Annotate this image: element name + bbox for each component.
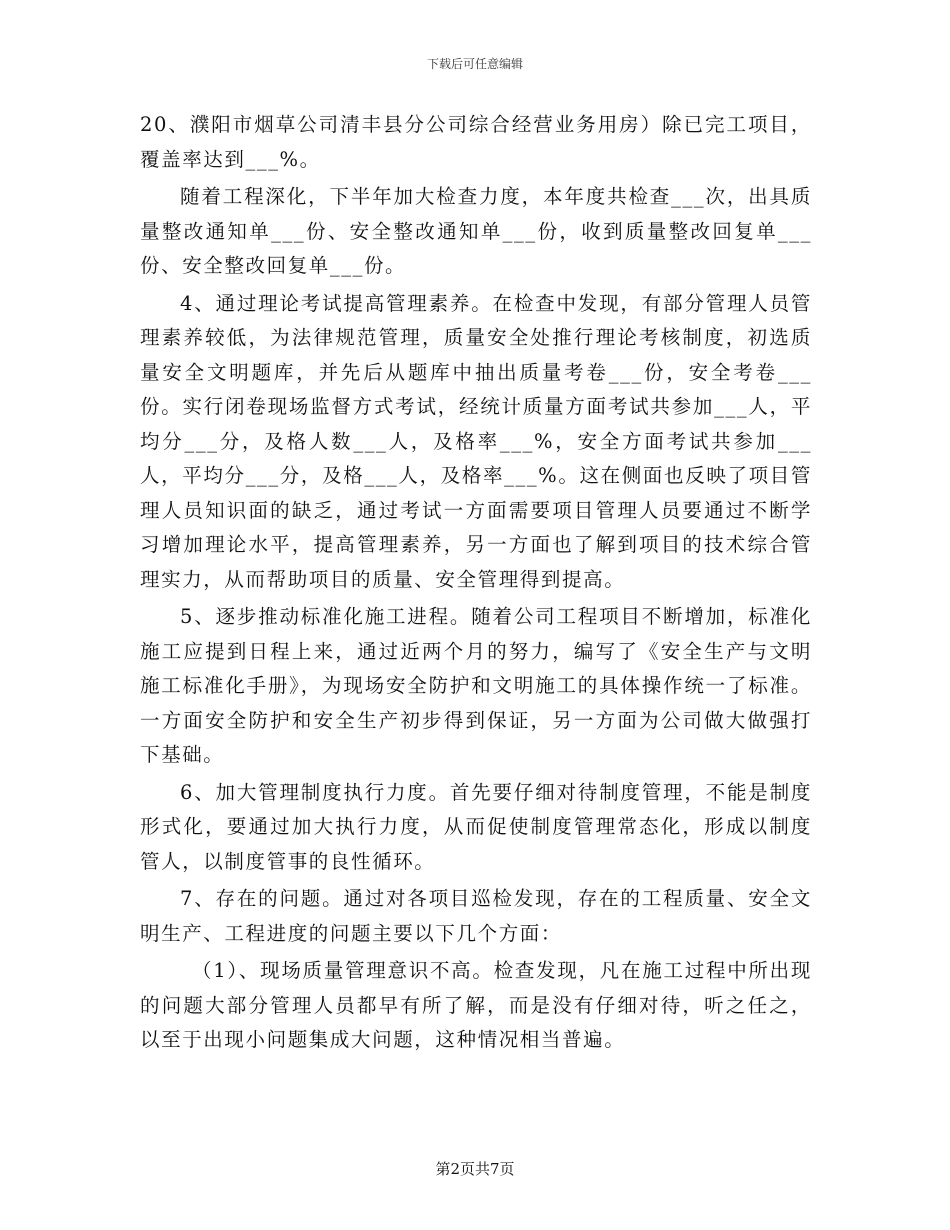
paragraph-item-7: 7、存在的问题。通过对各项目巡检发现，存在的工程质量、安全文明生产、工程进度的问题主要以下几个方面： bbox=[140, 887, 812, 945]
paragraph-continuation: 20、濮阳市烟草公司清丰县分公司综合经营业务用房）除已完工项目，覆盖率达到___%。 bbox=[140, 113, 812, 171]
paragraph-item-7-1: （1）、现场质量管理意识不高。检查发现，凡在施工过程中所出现的问题大部分管理人员都早有所了解，而是没有仔细对待，听之任之，以至于出现小问题集成大问题，这种情况相当普遍。 bbox=[140, 959, 812, 1051]
page-header: 下载后可任意编辑 bbox=[426, 57, 523, 71]
page-number-footer: 第2页共7页 bbox=[435, 1160, 515, 1178]
paragraph-item-5: 5、逐步推动标准化施工进程。随着公司工程项目不断增加，标准化施工应提到日程上来，通过近两个月的努力，编写了《安全生产与文明施工标准化手册》，为现场安全防护和文明施工的具体操作统一了标准。一方面安全防护和安全生产初步得到保证，另一方面为公司做大做强打下基础。 bbox=[140, 605, 812, 766]
paragraph-item-4: 4、通过理论考试提高管理素养。在检查中发现，有部分管理人员管理素养较低，为法律规范管理，质量安全处推行理论考核制度，初选质量安全文明题库，并先后从题库中抽出质量考卷___份，安全考卷___份。实行闭卷现场监督方式考试，经统计质量方面考试共参加___人，平均分___分，及格人数___人，及格率___%，安全方面考试共参加___人，平均分___分，及格___人，及格率___%。这在侧面也反映了项目管理人员知识面的缺乏，通过考试一方面需要项目管理人员要通过不断学习增加理论水平，提高管理素养，另一方面也了解到项目的技术综合管理实力，从而帮助项目的质量、安全管理得到提高。 bbox=[140, 291, 812, 591]
paragraph-inspection-stats: 随着工程深化，下半年加大检查力度，本年度共检查___次，出具质量整改通知单___份、安全整改通知单___份，收到质量整改回复单___份、安全整改回复单___份。 bbox=[140, 185, 812, 277]
paragraph-item-6: 6、加大管理制度执行力度。首先要仔细对待制度管理，不能是制度形式化，要通过加大执行力度，从而促使制度管理常态化，形成以制度管人，以制度管事的良性循环。 bbox=[140, 780, 812, 873]
document-body bbox=[140, 108, 812, 1058]
